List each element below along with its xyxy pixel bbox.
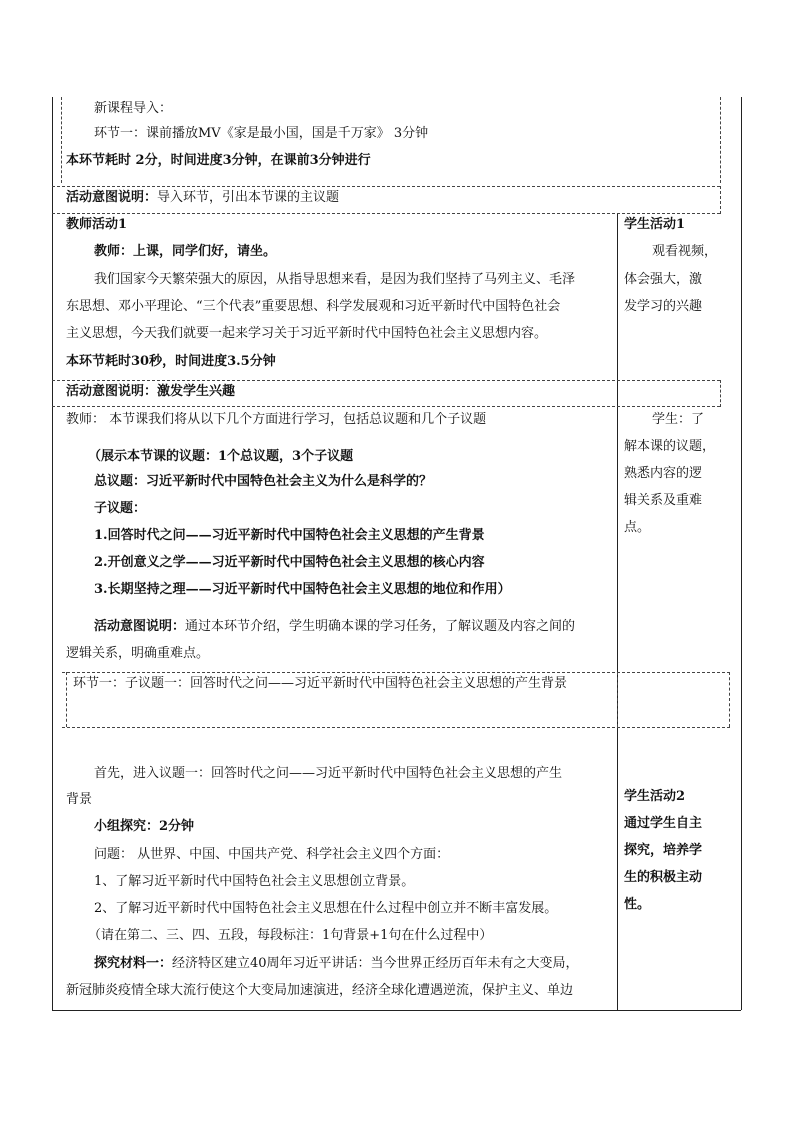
student1-heading: 学生活动1 bbox=[624, 217, 686, 232]
student2-line2: 解本课的议题， bbox=[624, 439, 716, 454]
student2-line5: 点。 bbox=[624, 520, 651, 535]
teacher2-intent-line2: 逻辑关系，明确重难点。 bbox=[66, 646, 210, 661]
inner-frame-right bbox=[720, 97, 721, 183]
student2-line1: 学生：了 bbox=[652, 412, 705, 427]
student3-line2: 探究，培养学 bbox=[624, 843, 703, 858]
teacher2-main-topic: 总议题：习近平新时代中国特色社会主义为什么是科学的？ bbox=[94, 474, 433, 489]
row-divider-1 bbox=[52, 186, 720, 187]
teacher2-intent-line1: 通过本环节介绍，学生明确本课的学习任务，了解议题及内容之间的 bbox=[185, 619, 576, 634]
teacher3-q2: 2、了解习近平新时代中国特色社会主义思想在什么过程中创立并不断丰富发展。 bbox=[94, 901, 558, 916]
teacher1-time-note: 本环节耗时30秒，时间进度3.5分钟 bbox=[66, 354, 276, 369]
intent2-text: 活动意图说明：激发学生兴趣 bbox=[66, 384, 236, 399]
intent1-row bbox=[66, 189, 339, 207]
teacher3-note: （请在第二、三、四、五段，每段标注：1句背景+1句在什么过程中） bbox=[88, 928, 493, 943]
student3-line4: 性。 bbox=[624, 897, 651, 912]
teacher2-sub-label: 子议题： bbox=[94, 501, 147, 516]
teacher3-material-row bbox=[94, 955, 579, 973]
teacher3-question: 问题： 从世界、中国、中国共产党、科学社会主义四个方面： bbox=[94, 847, 450, 862]
student1-line3: 发学习的兴趣 bbox=[624, 299, 703, 314]
row-divider-2 bbox=[52, 213, 720, 214]
segment-box-bottom bbox=[62, 727, 730, 728]
segment-box-divider bbox=[617, 672, 618, 727]
segment-box-right bbox=[729, 672, 730, 727]
table-border-left bbox=[52, 97, 53, 1010]
student2-line4: 辑关系及重难 bbox=[624, 493, 703, 508]
intro-title: 新课程导入： bbox=[94, 101, 173, 116]
intro-time-note: 本环节耗时 2分，时间进度3分钟，在课前3分钟进行 bbox=[66, 153, 371, 168]
segment-box-left bbox=[66, 672, 67, 727]
student2-line3: 熟悉内容的逻 bbox=[624, 466, 703, 481]
teacher1-para-line1: 我们国家今天繁荣强大的原因，从指导思想来看，是因为我们坚持了马列主义、毛泽 bbox=[94, 272, 576, 287]
column-divider bbox=[617, 214, 618, 1010]
teacher3-material-line2: 新冠肺炎疫情全球大流行使这个大变局加速演进，经济全球化遭遇逆流，保护主义、单边 bbox=[66, 983, 574, 998]
inner-frame-left bbox=[61, 97, 62, 183]
teacher2-show: （展示本节课的议题：1个总议题，3个子议题 bbox=[88, 449, 354, 464]
table-border-bottom bbox=[52, 1010, 741, 1011]
intent2-row-right-edge bbox=[720, 380, 721, 407]
teacher2-sub-topic-1: 1.回答时代之问——习近平新时代中国特色社会主义思想的产生背景 bbox=[94, 528, 485, 543]
teacher3-group-label: 小组探究：2分钟 bbox=[94, 819, 195, 834]
teacher1-heading: 教师活动1 bbox=[66, 217, 128, 232]
teacher3-material-line1: 经济特区建立40周年习近平讲话：当今世界正经历百年未有之大变局， bbox=[172, 956, 579, 971]
teacher3-q1: 1、了解习近平新时代中国特色社会主义思想创立背景。 bbox=[94, 874, 415, 889]
student1-line1: 观看视频， bbox=[652, 244, 718, 259]
student1-line2: 体会强大，激 bbox=[624, 272, 703, 287]
teacher1-para-line2: 东思想、邓小平理论、“三个代表”重要思想、科学发展观和习近平新时代中国特色社会 bbox=[66, 299, 561, 314]
row-divider-4 bbox=[52, 406, 720, 407]
teacher1-para-line3: 主义思想，今天我们就要一起来学习关于习近平新时代中国特色社会主义思想内容。 bbox=[66, 326, 548, 341]
teacher2-intro: 教师： 本节课我们将从以下几个方面进行学习，包括总议题和几个子议题 bbox=[66, 412, 487, 427]
intro-segment1: 环节一：课前播放MV《家是最小国，国是千万家》 3分钟 bbox=[94, 126, 429, 141]
segment-box-top bbox=[62, 672, 730, 673]
student3-line3: 生的积极主动 bbox=[624, 870, 703, 885]
teacher2-intent-label: 活动意图说明： bbox=[94, 619, 186, 634]
table-border-right bbox=[741, 97, 742, 1010]
student3-heading: 学生活动2 bbox=[624, 789, 686, 804]
teacher2-intent-row bbox=[94, 618, 575, 636]
intent1-text: 导入环节，引出本节课的主议题 bbox=[157, 190, 340, 205]
teacher3-first-line2: 背景 bbox=[66, 792, 93, 807]
teacher2-sub-topic-3: 3.长期坚持之理——习近平新时代中国特色社会主义思想的地位和作用） bbox=[94, 582, 511, 597]
intent-row-right-edge bbox=[720, 186, 721, 214]
teacher3-first-line1: 首先，进入议题一：回答时代之问——习近平新时代中国特色社会主义思想的产生 bbox=[94, 766, 563, 781]
segment2-title: 环节一：子议题一：回答时代之问——习近平新时代中国特色社会主义思想的产生背景 bbox=[73, 676, 568, 691]
row-divider-3 bbox=[52, 380, 720, 381]
intent1-label: 活动意图说明： bbox=[66, 190, 158, 205]
teacher3-material-label: 探究材料一： bbox=[94, 956, 173, 971]
teacher1-greeting: 教师：上课，同学们好，请坐。 bbox=[94, 244, 277, 259]
teacher2-sub-topic-2: 2.开创意义之学——习近平新时代中国特色社会主义思想的核心内容 bbox=[94, 555, 485, 570]
student3-line1: 通过学生自主 bbox=[624, 816, 703, 831]
